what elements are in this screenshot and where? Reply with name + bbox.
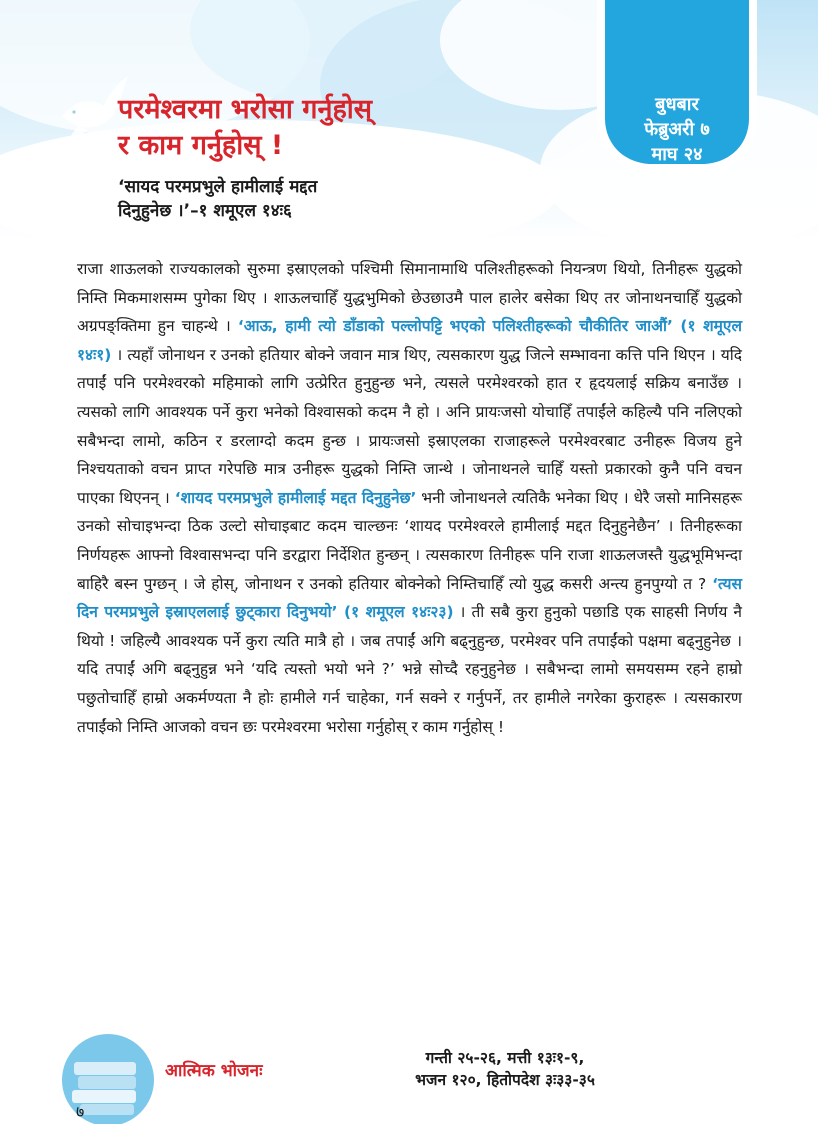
scripture-quote: ‘आऊ, हामी त्यो डाँडाको पल्लोपट्टि भएको पलिश्तीहरूको चौकीतिर जाऔं’ (१ शमूएल १४ः१)	[77, 317, 742, 364]
verse-line-1: ‘सायद परमप्रभुले हामीलाई मद्दत	[118, 177, 318, 197]
page-title	[118, 92, 498, 164]
devotion-body	[77, 255, 742, 741]
body-text-segment: राजा शाऊलको राज्यकालको सुरुमा इस्राएलको पश्चिमी सिमानामाथि पलिश्तीहरूको नियन्त्रण थियो, तिनीहरू युद्धको निम्ति मिकमाशसम्म पुगेका थिए । शाऊलचाहिँ युद्धभुमिको छेउछाउमै पाल हालेर बसेका थिए तर जोनाथनचाहिँ युद्धको अग्रपङ्क्तिमा हुन चाहन्थे ।	[77, 260, 742, 336]
books-icon	[60, 1028, 160, 1124]
reading-references	[340, 1047, 670, 1091]
title-line-2: र काम गर्नुहोस् !	[118, 130, 284, 161]
scripture-quote: ‘शायद परमप्रभुले हामीलाई मद्दत दिनुहुनेछ’	[174, 488, 417, 507]
date-nepali: माघ २४	[651, 144, 703, 165]
title-line-1: परमेश्वरमा भरोसा गर्नुहोस्	[118, 94, 373, 125]
reading-refs-line-2: भजन १२०, हितोपदेश ३ः३३-३५	[415, 1071, 595, 1089]
key-verse	[118, 175, 408, 223]
body-text-segment: । ती सबै कुरा हुनुको पछाडि एक साहसी निर्णय नै थियो ! जहिल्यै आवश्यक पर्ने कुरा त्यति मात्रै हो । जब तपाईं अगि बढ्नुहुन्छ, परमेश्वर पनि तपाईंको पक्षमा बढ्नुहुनेछ । यदि तपाईं अगि बढ्नुहुन्न भने ‘यदि त्यस्तो भयो भने ?’ भन्ने सोच्दै रहनुहुनेछ । सबैभन्दा लामो समयसम्म रहने हाम्रो पछुतोचाहिँ हाम्रो अकर्मण्यता नै होः हामीले गर्न चाहेका, गर्न सक्ने र गर्नुपर्ने, तर हामीले नगरेका कुराहरू । त्यसकारण तपाईंको निम्ति आजको वचन छः परमेश्वरमा भरोसा गर्नुहोस् र काम गर्नुहोस् !	[77, 603, 742, 736]
verse-line-2: दिनुहुनेछ ।’–१ शमूएल १४ः६	[118, 201, 292, 221]
reading-label: आत्मिक भोजनः	[165, 1061, 263, 1081]
date-badge	[597, 92, 757, 167]
scripture-quote: ‘त्यस दिन परमप्रभुले इस्राएललाई छुट्कारा दिनुभयो’ (१ शमूएल १४ः२३)	[77, 574, 742, 622]
date-weekday: बुधबार	[655, 94, 699, 115]
body-text-segment: भनी जोनाथनले त्यतिकै भनेका थिए । धेरै जसो मानिसहरू उनको सोचाइभन्दा ठिक उल्टो सोचाइबाट कदम चाल्छनः ‘शायद परमेश्वरले हामीलाई मद्दत दिनुहुनेछैन’ । तिनीहरूका निर्णयहरू आफ्नो विश्वासभन्दा पनि डरद्वारा निर्देशित हुन्छन् । त्यसकारण तिनीहरू पनि राजा शाऊलजस्तै युद्धभूमिभन्दा बाहिरै बस्न पुग्छन् । जे होस्, जोनाथन र उनको हतियार बोक्नेको निम्तिचाहिँ त्यो युद्ध कसरी अन्त्य हुनपुग्यो त ?	[77, 488, 742, 593]
date-english: फेब्रुअरी ७	[644, 119, 710, 140]
body-text-segment: । त्यहाँ जोनाथन र उनको हतियार बोक्ने जवान मात्र थिए, त्यसकारण युद्ध जित्ने सम्भावना कत्ति पनि थिएन । यदि तपाईं पनि परमेश्वरको महिमाको लागि उत्प्रेरित हुनुहुन्छ भने, त्यसले परमेश्वरको हात र हृदयलाई सक्रिय बनाउँछ । त्यसको लागि आवश्यक पर्ने कुरा भनेको विश्वासको कदम नै हो । अनि प्रायःजसो योचाहिँ तपाईंले कहिल्यै पनि नलिएको सबैभन्दा लामो, कठिन र डरलाग्दो कदम हुन्छ । प्रायःजसो इस्राएलका राजाहरूले परमेश्वरबाट उनीहरू विजय हुने निश्चयताको वचन प्राप्त गरेपछि मात्र उनीहरू युद्धको निम्ति जान्थे । जोनाथनले चाहिँ यस्तो प्रकारको कुनै पनि वचन पाएका थिएनन् ।	[77, 345, 742, 507]
reading-refs-line-1: गन्ती २५-२६, मत्ती १३ः१-९,	[425, 1049, 585, 1067]
page-number: ७	[76, 1102, 85, 1121]
